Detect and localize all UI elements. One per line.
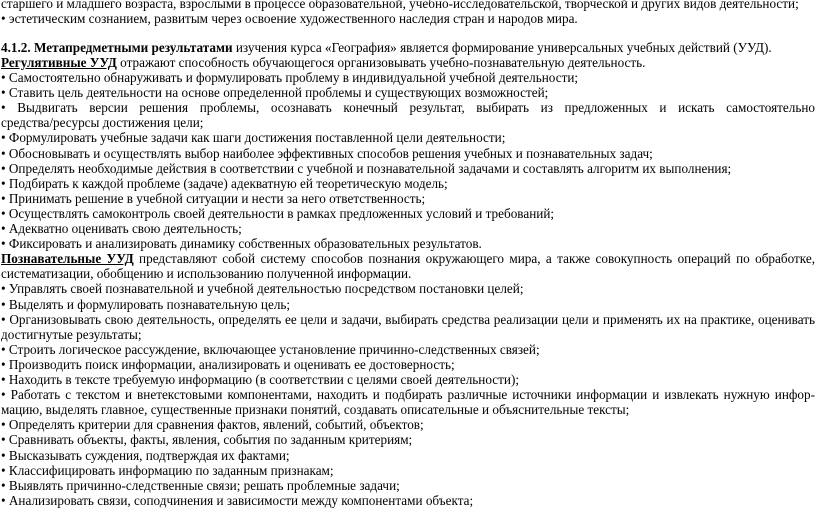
- regulative-label: Регулятивные УУД: [1, 54, 117, 70]
- cognitive-label: Познавательные УУД: [1, 251, 134, 267]
- bullet-line: • Управлять своей познавательной и учебной деятельностью посредством постановки целей;: [1, 281, 524, 297]
- bullet-line: • Организовывать свою деятельность, определять ее цели и задачи, выбирать средства реализации цели и применять их на практике, оценивать: [1, 311, 815, 327]
- bullet-line: • Высказывать суждения, подтверждая их фактами;: [1, 447, 290, 463]
- bullet-line: • Сравнивать объекты, факты, явления, события по заданным критериям;: [1, 432, 413, 448]
- bullet-line: • Обосновывать и осуществлять выбор наиболее эффективных способов решения учебных и познавательных задач;: [1, 145, 653, 161]
- bullet-line: • Подбирать к каждой проблеме (задаче) адекватную ей теоретическую модель;: [1, 175, 448, 191]
- regulative-text: отражают способность обучающегося организовывать учебно-познавательную деятельность.: [120, 54, 646, 70]
- bullet-line: • Анализировать связи, соподчинения и зависимости между компонентами объекта;: [1, 492, 474, 508]
- bullet-line: • Принимать решение в учебной ситуации и нести за него ответственность;: [1, 190, 426, 206]
- bullet-line: • Фиксировать и анализировать динамику собственных образовательных результатов.: [1, 236, 482, 252]
- bullet-line: • Адекватно оценивать свою деятельность;: [1, 221, 242, 237]
- bullet-line: • Ставить цель деятельности на основе определенной проблемы и существующих возможностей;: [1, 85, 549, 101]
- bullet-line: • Находить в тексте требуемую информацию (в соответствии с целями своей деятельности);: [1, 372, 520, 388]
- bullet-line: • эстетическим сознанием, развитым через освоение художественного наследия стран и народов мира.: [1, 11, 578, 27]
- cognitive-text: представляют собой систему способов познания окружающего мира, а также совокупность операций по обработке,: [139, 251, 815, 267]
- text-line: старшего и младшего возраста, взрослыми в процессе образовательной, учебно-исследовательской, творческой и других видов деятельности;: [1, 0, 799, 11]
- bullet-line: • Самостоятельно обнаруживать и формулировать проблему в индивидуальной учебной деятельности;: [1, 70, 579, 85]
- text-line: мацию, выделять главное, существенные признаки понятий, создавать описательные и объяснительные тексты;: [1, 402, 630, 418]
- bullet-line: • Определять необходимые действия в соответствии с учебной и познавательной задачами и составлять алгоритм их выполнения;: [1, 160, 732, 176]
- bullet-line: • Работать с текстом и внетекстовыми компонентами, находить и подбирать различные источники информации и извлекать нужную инфор-: [1, 387, 815, 403]
- bullet-line: • Производить поиск информации, анализировать и оценивать ее достоверность;: [1, 356, 455, 372]
- text-line: средства/ресурсы достижения цели;: [1, 115, 204, 131]
- bullet-line: • Выдвигать версии решения проблемы, осознавать конечный результат, выбирать из предложенных и искать самостоятельно: [1, 100, 815, 116]
- text-line: систематизации, обобщению и использованию полученной информации.: [1, 266, 412, 282]
- bullet-line: • Определять критерии для сравнения фактов, явлений, событий, объектов;: [1, 417, 424, 433]
- section-text: изучения курса «География» является формирование универсальных учебных действий (УУД).: [235, 39, 772, 55]
- bullet-line: • Выделять и формулировать познавательную цель;: [1, 296, 291, 312]
- bullet-line: • Формулировать учебные задачи как шаги достижения поставленной цели деятельности;: [1, 130, 506, 146]
- text-line: достигнутые результаты;: [1, 326, 142, 342]
- section-heading: 4.1.2. Метапредметными результатами: [1, 39, 233, 55]
- bullet-line: • Осуществлять самоконтроль своей деятельности в рамках предложенных условий и требований;: [1, 205, 555, 221]
- bullet-line: • Выявлять причинно-следственные связи; решать проблемные задачи;: [1, 477, 400, 493]
- bullet-line: • Классифицировать информацию по заданным признакам;: [1, 462, 334, 478]
- bullet-line: • Строить логическое рассуждение, включающее установление причинно-следственных связей;: [1, 341, 540, 357]
